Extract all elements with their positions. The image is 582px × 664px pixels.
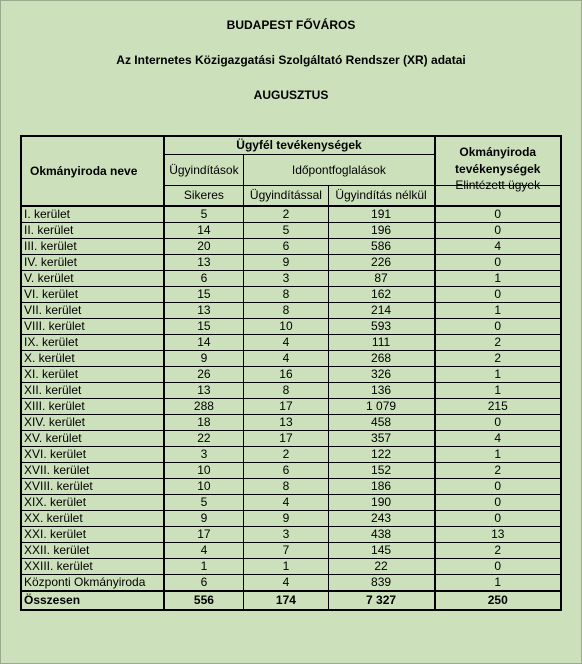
table-row — [21, 271, 561, 287]
row-elintezett: 2 — [435, 543, 562, 559]
row-elintezett: 4 — [435, 431, 562, 447]
table-row — [21, 399, 561, 415]
row-ugyinditas-nelkul: 22 — [328, 559, 434, 575]
row-ugyinditas-nelkul: 122 — [328, 447, 434, 463]
row-ugyinditas-nelkul: 357 — [328, 431, 434, 447]
table-row — [21, 239, 561, 255]
total-sikeres: 556 — [164, 591, 244, 610]
header-elintezett-ugyek: Elintézett ügyek — [435, 176, 562, 197]
header-idopontfoglalasok: Időpontfoglalások — [244, 155, 435, 186]
row-elintezett: 2 — [435, 335, 562, 351]
row-ugyinditassal: 10 — [244, 319, 328, 335]
header-ugyinditasok: Ügyindítások — [164, 155, 244, 186]
row-ugyinditassal: 9 — [244, 511, 328, 527]
row-sikeres: 3 — [164, 447, 244, 463]
row-office-name: XIII. kerület — [21, 399, 164, 415]
row-elintezett: 0 — [435, 479, 562, 495]
row-elintezett: 0 — [435, 223, 562, 239]
row-ugyinditassal: 8 — [244, 383, 328, 399]
header-office-name: Okmányiroda neve — [21, 136, 164, 206]
table-row — [21, 431, 561, 447]
row-elintezett: 13 — [435, 527, 562, 543]
table-row — [21, 287, 561, 303]
row-ugyinditassal: 6 — [244, 239, 328, 255]
row-ugyinditas-nelkul: 190 — [328, 495, 434, 511]
row-sikeres: 17 — [164, 527, 244, 543]
row-office-name: I. kerület — [21, 206, 164, 223]
table-row — [21, 463, 561, 479]
row-office-name: Központi Okmányiroda — [21, 575, 164, 592]
row-ugyinditas-nelkul: 191 — [328, 206, 434, 223]
row-sikeres: 9 — [164, 351, 244, 367]
row-office-name: II. kerület — [21, 223, 164, 239]
row-ugyinditas-nelkul: 136 — [328, 383, 434, 399]
row-sikeres: 20 — [164, 239, 244, 255]
row-ugyinditassal: 17 — [244, 399, 328, 415]
total-row — [21, 591, 561, 610]
row-ugyinditas-nelkul: 839 — [328, 575, 434, 592]
row-ugyinditassal: 1 — [244, 559, 328, 575]
row-ugyinditas-nelkul: 226 — [328, 255, 434, 271]
row-ugyinditassal: 4 — [244, 351, 328, 367]
row-office-name: XX. kerület — [21, 511, 164, 527]
row-ugyinditassal: 3 — [244, 527, 328, 543]
row-office-name: XVII. kerület — [21, 463, 164, 479]
row-elintezett: 0 — [435, 511, 562, 527]
header-client-activities: Ügyfél tevékenységek — [164, 136, 435, 155]
row-office-name: V. kerület — [21, 271, 164, 287]
table-row — [21, 223, 561, 239]
row-sikeres: 14 — [164, 223, 244, 239]
row-sikeres: 4 — [164, 543, 244, 559]
row-ugyinditas-nelkul: 593 — [328, 319, 434, 335]
row-elintezett: 2 — [435, 351, 562, 367]
table-row — [21, 367, 561, 383]
row-sikeres: 15 — [164, 319, 244, 335]
row-ugyinditas-nelkul: 152 — [328, 463, 434, 479]
row-office-name: XII. kerület — [21, 383, 164, 399]
table-row — [21, 479, 561, 495]
row-sikeres: 10 — [164, 479, 244, 495]
row-ugyinditas-nelkul: 111 — [328, 335, 434, 351]
header-office-activities: Okmányiroda tevékenységek — [435, 136, 562, 186]
header-ugyinditas-nelkul: Ügyindítás nélkül — [328, 186, 434, 207]
row-ugyinditas-nelkul: 186 — [328, 479, 434, 495]
total-label: Összesen — [21, 591, 164, 610]
table-row — [21, 447, 561, 463]
row-office-name: VIII. kerület — [21, 319, 164, 335]
row-office-name: IX. kerület — [21, 335, 164, 351]
row-elintezett: 4 — [435, 239, 562, 255]
row-sikeres: 13 — [164, 255, 244, 271]
statistics-table — [20, 135, 562, 611]
row-ugyinditassal: 8 — [244, 479, 328, 495]
row-ugyinditas-nelkul: 1 079 — [328, 399, 434, 415]
table-row — [21, 335, 561, 351]
row-ugyinditas-nelkul: 326 — [328, 367, 434, 383]
row-office-name: XIX. kerület — [21, 495, 164, 511]
row-elintezett: 215 — [435, 399, 562, 415]
row-elintezett: 0 — [435, 255, 562, 271]
table-row — [21, 303, 561, 319]
row-ugyinditas-nelkul: 458 — [328, 415, 434, 431]
row-sikeres: 1 — [164, 559, 244, 575]
row-ugyinditas-nelkul: 162 — [328, 287, 434, 303]
row-office-name: XI. kerület — [21, 367, 164, 383]
table-row — [21, 527, 561, 543]
row-elintezett: 0 — [435, 495, 562, 511]
row-sikeres: 13 — [164, 383, 244, 399]
row-ugyinditassal: 6 — [244, 463, 328, 479]
row-office-name: XV. kerület — [21, 431, 164, 447]
row-sikeres: 22 — [164, 431, 244, 447]
row-elintezett: 1 — [435, 367, 562, 383]
row-office-name: X. kerület — [21, 351, 164, 367]
row-ugyinditas-nelkul: 196 — [328, 223, 434, 239]
row-sikeres: 13 — [164, 303, 244, 319]
row-elintezett: 0 — [435, 559, 562, 575]
table-row — [21, 206, 561, 223]
table-row — [21, 255, 561, 271]
row-sikeres: 15 — [164, 287, 244, 303]
report-month: AUGUSZTUS — [253, 88, 329, 102]
row-office-name: XIV. kerület — [21, 415, 164, 431]
row-office-name: III. kerület — [21, 239, 164, 255]
row-ugyinditas-nelkul: 214 — [328, 303, 434, 319]
row-office-name: VII. kerület — [21, 303, 164, 319]
row-office-name: XVI. kerület — [21, 447, 164, 463]
row-ugyinditassal: 2 — [244, 206, 328, 223]
row-ugyinditas-nelkul: 438 — [328, 527, 434, 543]
row-elintezett: 0 — [435, 287, 562, 303]
row-elintezett: 1 — [435, 303, 562, 319]
table-row — [21, 575, 561, 592]
total-elintezett: 250 — [435, 591, 562, 610]
row-ugyinditassal: 3 — [244, 271, 328, 287]
table-row — [21, 559, 561, 575]
row-ugyinditas-nelkul: 586 — [328, 239, 434, 255]
total-ugyinditas-nelkul: 7 327 — [328, 591, 434, 610]
row-office-name: IV. kerület — [21, 255, 164, 271]
row-sikeres: 5 — [164, 495, 244, 511]
row-sikeres: 9 — [164, 511, 244, 527]
row-office-name: XXII. kerület — [21, 543, 164, 559]
row-sikeres: 18 — [164, 415, 244, 431]
report-subtitle: Az Internetes Közigazgatási Szolgáltató Rendszer (XR) adatai — [116, 53, 466, 67]
row-ugyinditas-nelkul: 243 — [328, 511, 434, 527]
table-row — [21, 415, 561, 431]
table-row — [21, 319, 561, 335]
header-sikeres: Sikeres — [164, 186, 244, 207]
row-ugyinditassal: 8 — [244, 303, 328, 319]
row-ugyinditas-nelkul: 87 — [328, 271, 434, 287]
report-title: BUDAPEST FŐVÁROS — [226, 18, 356, 32]
row-ugyinditassal: 9 — [244, 255, 328, 271]
row-ugyinditassal: 4 — [244, 495, 328, 511]
row-office-name: VI. kerület — [21, 287, 164, 303]
row-ugyinditassal: 13 — [244, 415, 328, 431]
row-ugyinditassal: 4 — [244, 575, 328, 592]
row-office-name: XVIII. kerület — [21, 479, 164, 495]
row-sikeres: 6 — [164, 575, 244, 592]
table-row — [21, 543, 561, 559]
row-ugyinditas-nelkul: 145 — [328, 543, 434, 559]
row-office-name: XXI. kerület — [21, 527, 164, 543]
row-sikeres: 6 — [164, 271, 244, 287]
row-sikeres: 14 — [164, 335, 244, 351]
row-elintezett: 1 — [435, 271, 562, 287]
row-ugyinditassal: 17 — [244, 431, 328, 447]
row-ugyinditassal: 8 — [244, 287, 328, 303]
row-ugyinditassal: 7 — [244, 543, 328, 559]
row-elintezett: 1 — [435, 447, 562, 463]
row-ugyinditas-nelkul: 268 — [328, 351, 434, 367]
table-row — [21, 511, 561, 527]
row-ugyinditassal: 4 — [244, 335, 328, 351]
row-elintezett: 2 — [435, 463, 562, 479]
header-ugyinditassal: Ügyindítással — [244, 186, 328, 207]
row-sikeres: 5 — [164, 206, 244, 223]
row-elintezett: 0 — [435, 206, 562, 223]
row-elintezett: 1 — [435, 575, 562, 592]
table-row — [21, 351, 561, 367]
row-elintezett: 0 — [435, 415, 562, 431]
table-row — [21, 383, 561, 399]
row-elintezett: 1 — [435, 383, 562, 399]
row-elintezett: 0 — [435, 319, 562, 335]
row-ugyinditassal: 5 — [244, 223, 328, 239]
row-sikeres: 288 — [164, 399, 244, 415]
row-sikeres: 26 — [164, 367, 244, 383]
table-row — [21, 495, 561, 511]
total-ugyinditassal: 174 — [244, 591, 328, 610]
row-ugyinditassal: 2 — [244, 447, 328, 463]
row-sikeres: 10 — [164, 463, 244, 479]
row-ugyinditassal: 16 — [244, 367, 328, 383]
row-office-name: XXIII. kerület — [21, 559, 164, 575]
